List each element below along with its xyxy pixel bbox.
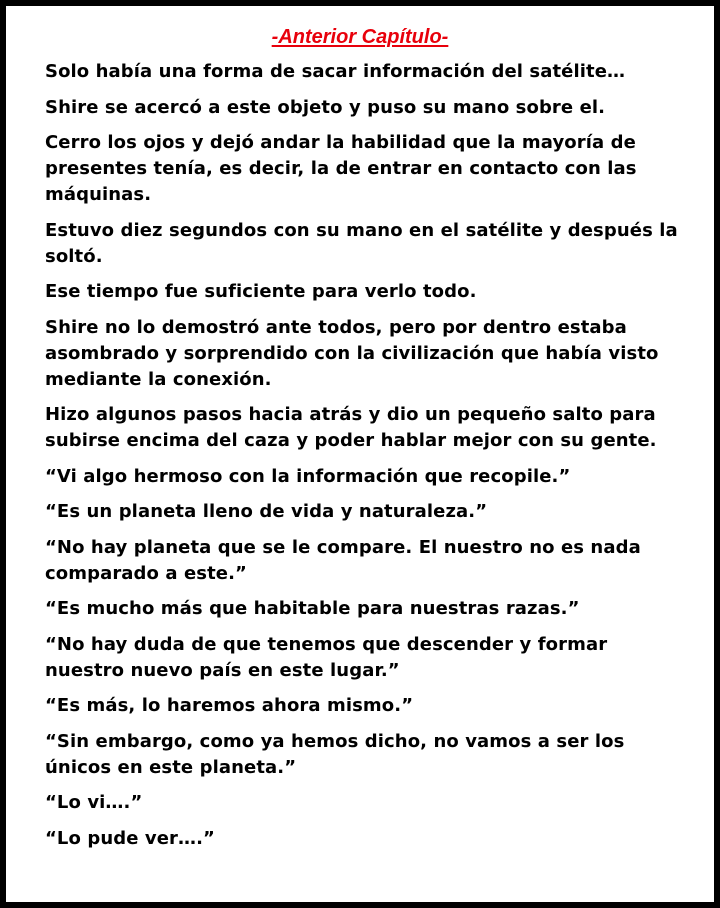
text-line: “Es más, lo haremos ahora mismo.”: [45, 695, 414, 716]
text-line: “Sin embargo, como ya hemos dicho, no vamos a ser los: [45, 730, 625, 752]
paragraph-6: [45, 315, 714, 393]
text-line: “Lo pude ver….”: [45, 827, 215, 849]
paragraph-14: [45, 729, 714, 781]
text-line: “No hay planeta que se le compare. El nuestro no es nada: [45, 536, 641, 558]
text-line: Shire no lo demostró ante todos, pero por dentro estaba: [45, 316, 627, 338]
chapter-title: -Anterior Capítulo-: [271, 26, 449, 48]
text-line: asombrado y sorprendido con la civilización que había visto: [45, 342, 659, 364]
paragraph-12: [45, 632, 714, 684]
text-line: “Vi algo hermoso con la información que recopile.”: [45, 465, 571, 487]
text-line: “Es un planeta lleno de vida y naturaleza.”: [45, 501, 488, 522]
paragraph-11: [45, 596, 714, 622]
paragraph-2: [45, 95, 714, 121]
text-line: Estuvo diez segundos con su mano en el satélite y después la: [45, 219, 678, 241]
paragraph-13: [45, 693, 714, 719]
paragraph-7: [45, 402, 714, 454]
paragraph-5: [45, 279, 714, 305]
text-line: Shire se acercó a este objeto y puso su mano sobre el.: [45, 96, 606, 118]
text-line: subirse encima del caza y poder hablar mejor con su gente.: [45, 430, 657, 451]
text-line: Ese tiempo fue suficiente para verlo todo.: [45, 281, 477, 302]
text-line: Hizo algunos pasos hacia atrás y dio un pequeño salto para: [45, 404, 656, 425]
document-page: [6, 6, 714, 902]
text-line: únicos en este planeta.”: [45, 756, 297, 778]
text-line: presentes tenía, es decir, la de entrar en contacto con las: [45, 158, 637, 179]
text-line: mediante la conexión.: [45, 368, 272, 390]
paragraph-10: [45, 535, 714, 587]
paragraph-9: [45, 499, 714, 525]
text-line: “Lo vi….”: [45, 792, 143, 813]
paragraph-16: [45, 826, 714, 852]
text-line: nuestro nuevo país en este lugar.”: [45, 659, 400, 681]
text-line: “No hay duda de que tenemos que descender y formar: [45, 633, 608, 655]
text-line: máquinas.: [45, 184, 152, 205]
text-line: Solo había una forma de sacar información del satélite…: [45, 61, 626, 82]
text-line: comparado a este.”: [45, 562, 247, 584]
paragraph-1: [45, 59, 714, 85]
paragraph-8: [45, 464, 714, 490]
paragraph-3: [45, 130, 714, 208]
paragraph-15: [45, 790, 714, 816]
text-line: “Es mucho más que habitable para nuestras razas.”: [45, 598, 580, 619]
paragraph-4: [45, 218, 714, 270]
text-line: soltó.: [45, 245, 103, 267]
text-line: Cerro los ojos y dejó andar la habilidad que la mayoría de: [45, 132, 636, 153]
